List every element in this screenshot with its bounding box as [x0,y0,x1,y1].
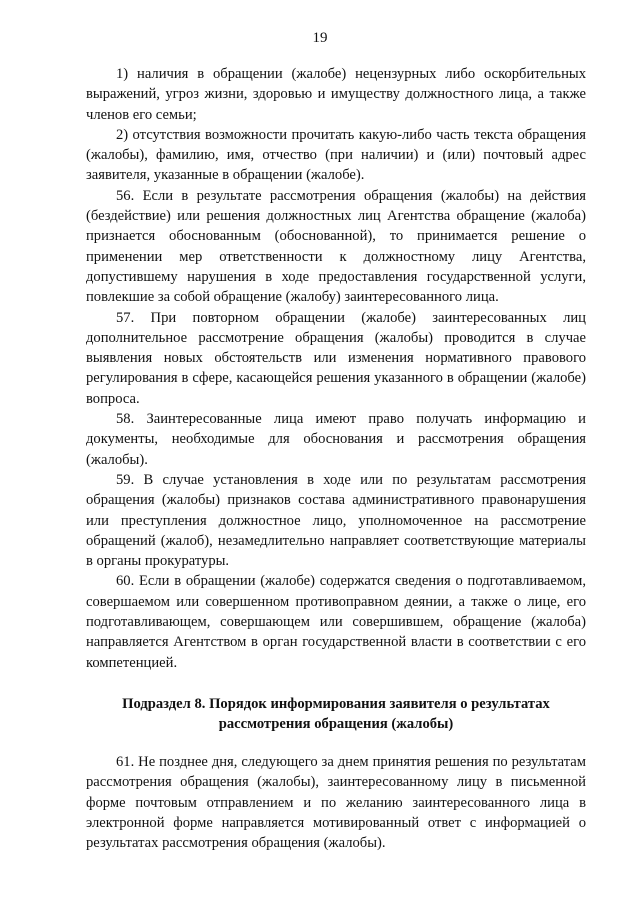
section-heading-line-1: Подраздел 8. Порядок информирования заявителя о результатах [122,695,550,712]
paragraph-58: 58. Заинтересованные лица имеют право получать информацию и документы, необходимые для обоснования и рассмотрения обращения (жалобы). [86,411,586,468]
paragraph-59: 59. В случае установления в ходе или по результатам рассмотрения обращения (жалобы) признаков состава административного правонарушения или преступления должностное лицо, уполномоченное на рассмотрение обращений (жалоб), незамедлительно направляет соответствующие материалы в органы прокуратуры. [86,471,586,570]
page-number: 19 [312,30,328,46]
section-heading [86,694,586,734]
paragraph-60: 60. Если в обращении (жалобе) содержатся сведения о подготавливаемом, совершаемом или совершенном противоправном деянии, а также о лице, его подготавливающем, совершающем или совершившем, обращение (жалоба) направляется Агентством в орган государственной власти в соответствии с его компетенцией. [86,573,586,671]
document-body [86,64,586,853]
paragraph-56: 56. Если в результате рассмотрения обращения (жалобы) на действия (бездействие) или решения должностных лиц Агентства обращение (жалоба) признается обоснованным (обоснованной), то принимается решение о применении мер ответственности к должностному лицу Агентства, допустившему нарушения в ходе предоставления государственной услуги, повлекшие за собой обращение (жалобу) заинтересованного лица. [86,187,586,306]
paragraph-item-1-1: 1) наличия в обращении (жалобе) нецензурных либо оскорбительных выражений, угроз жизни, здоровью и имуществу должностного лица, а также членов его семьи; [86,66,586,123]
section-heading-line-2: рассмотрения обращения (жалобы) [218,715,454,732]
paragraph-61: 61. Не позднее дня, следующего за днем принятия решения по результатам рассмотрения обращения (жалобы), заинтересованному лицу в письменной форме почтовым отправлением и по желанию заинтересованного лица в электронной форме направляется мотивированный ответ с информацией о результатах рассмотрения обращения (жалобы). [86,753,586,852]
paragraph-item-1-2: 2) отсутствия возможности прочитать какую-либо часть текста обращения (жалобы), фамилию, имя, отчество (при наличии) и (или) почтовый адрес заявителя, указанные в обращении (жалобе). [86,126,586,184]
paragraph-57: 57. При повторном обращении (жалобе) заинтересованных лиц дополнительное рассмотрение обращения (жалобы) проводится в случае выявления новых обстоятельств или изменения нормативного правового регулирования в сфере, касающейся решения указанного в обращении (жалобе) вопроса. [86,309,586,407]
